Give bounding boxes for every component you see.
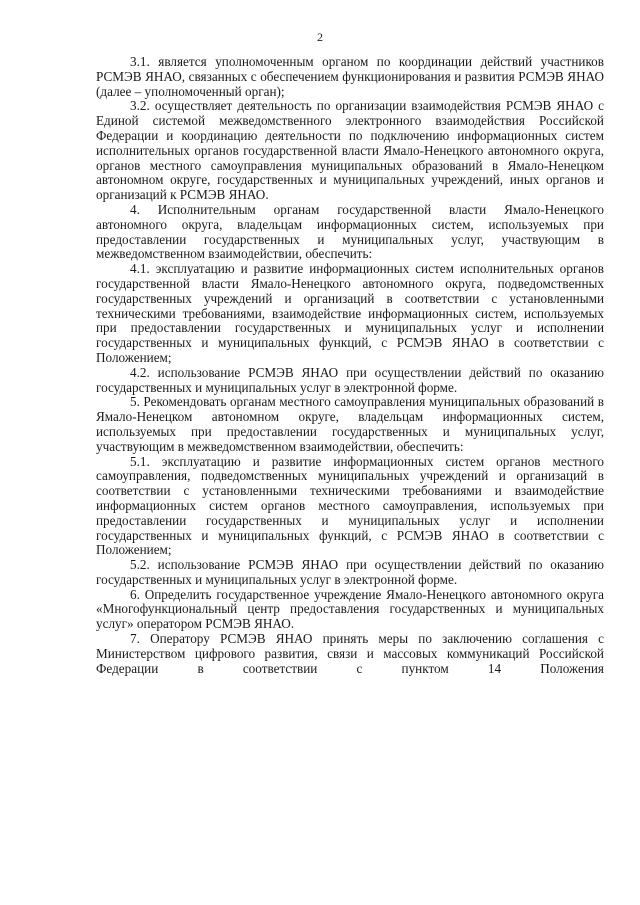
paragraph-3-1: 3.1. является уполномоченным органом по координации действий участников РСМЭВ ЯНАО, связанных с обеспечением функционирования и развития РСМЭВ ЯНАО (далее – уполномоченный орган); <box>96 54 604 99</box>
paragraph-7: 7. Оператору РСМЭВ ЯНАО принять меры по заключению соглашения с Министерством цифрового развития, связи и массовых коммуникаций Российской Федерации в соответствии с пунктом 14 Положения <box>96 631 604 676</box>
paragraph-5-2: 5.2. использование РСМЭВ ЯНАО при осуществлении действий по оказанию государственных и муниципальных услуг в электронной форме. <box>96 557 604 587</box>
paragraph-5: 5. Рекомендовать органам местного самоуправления муниципальных образований в Ямало-Ненецком автономном округе, владельцам информационных систем, используемых при предоставлении государственных и муниципальных услуг, участвующим в межведомственном взаимодействии, обеспечить: <box>96 394 604 454</box>
paragraph-3-2: 3.2. осуществляет деятельность по организации взаимодействия РСМЭВ ЯНАО с Единой системой межведомственного электронного взаимодействия Российской Федерации и координацию деятельности по подключению информационных систем исполнительных органов государственной власти Ямало-Ненецкого автономного округа, органов местного самоуправления муниципальных образований в Ямало-Ненецком автономном округе, государственных и муниципальных учреждений, иных органов и организаций к РСМЭВ ЯНАО. <box>96 98 604 203</box>
paragraph-4-2: 4.2. использование РСМЭВ ЯНАО при осуществлении действий по оказанию государственных и муниципальных услуг в электронной форме. <box>96 364 604 395</box>
paragraph-4: 4. Исполнительным органам государственной власти Ямало-Ненецкого автономного округа, владельцам информационных систем, используемых при предоставлении государственных и муниципальных услуг, участвующим в межведомственном взаимодействии, обеспечить: <box>96 201 604 262</box>
page-number: 2 <box>317 30 323 44</box>
paragraph-6: 6. Определить государственное учреждение Ямало-Ненецкого автономного округа «Многофункциональный центр предоставления государственных и муниципальных услуг» оператором РСМЭВ ЯНАО. <box>96 586 604 632</box>
paragraph-5-1: 5.1. эксплуатацию и развитие информационных систем органов местного самоуправления, подведомственных муниципальных учреждений и организаций в соответствии с установленными техническими требованиями и взаимодействие информационных систем органов местного самоуправления, используемых при предоставлении государственных и муниципальных услуг и исполнении государственных и муниципальных функций, с РСМЭВ ЯНАО в соответствии с Положением; <box>96 453 604 558</box>
paragraph-4-1: 4.1. эксплуатацию и развитие информационных систем исполнительных органов государственной власти Ямало-Ненецкого автономного округа, подведомственных государственных учреждений и организаций в соответствии с установленными техническими требованиями, взаимодействие информационных систем, используемых при предоставлении государственных и муниципальных услуг и исполнении государственных и муниципальных функций, с РСМЭВ ЯНАО в соответствии с Положением; <box>96 261 604 365</box>
document-body <box>96 55 604 676</box>
